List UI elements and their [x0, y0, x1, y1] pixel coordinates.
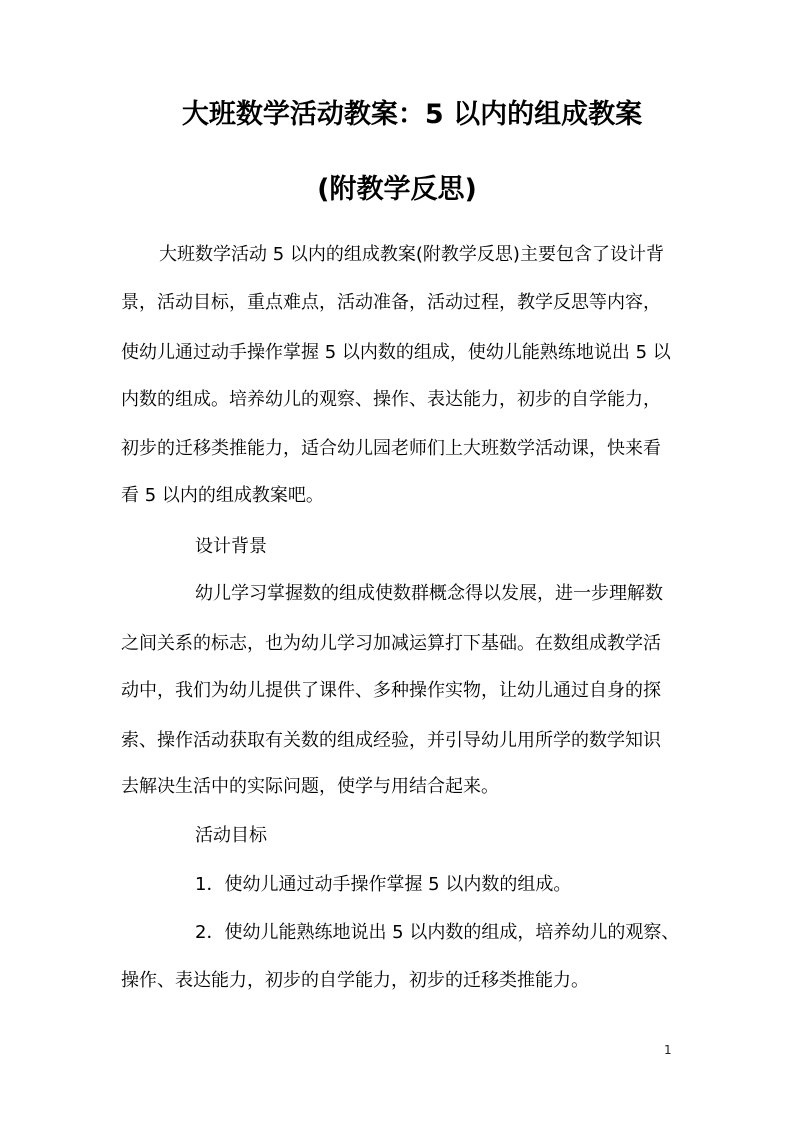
background-line-1: 幼儿学习掌握数的组成使数群概念得以发展，进一步理解数 [195, 583, 663, 604]
intro-line-4: 内数的组成。培养幼儿的观察、操作、表达能力，初步的自学能力， [121, 389, 661, 410]
background-line-3: 动中，我们为幼儿提供了课件、多种操作实物，让幼儿通过自身的探 [121, 680, 661, 701]
intro-line-1: 大班数学活动 5 以内的组成教案(附教学反思)主要包含了设计背 [159, 244, 664, 265]
background-line-2: 之间关系的标志，也为幼儿学习加减运算打下基础。在数组成教学活 [121, 633, 661, 654]
section-heading-background: 设计背景 [195, 536, 267, 557]
document-title-line-2: (附教学反思) [317, 174, 477, 205]
section-heading-goals: 活动目标 [195, 825, 267, 846]
background-line-4: 索、操作活动获取有关数的组成经验，并引导幼儿用所学的数学知识 [121, 730, 661, 751]
goal-item-2-line-1: 2．使幼儿能熟练地说出 5 以内数的组成，培养幼儿的观察、 [195, 922, 680, 943]
intro-line-3: 使幼儿通过动手操作掌握 5 以内数的组成，使幼儿能熟练地说出 5 以 [121, 342, 671, 363]
intro-line-5: 初步的迁移类推能力，适合幼儿园老师们上大班数学活动课，快来看 [121, 438, 661, 459]
intro-line-2: 景，活动目标，重点难点，活动准备，活动过程，教学反思等内容， [121, 292, 661, 313]
goal-item-2-line-2: 操作、表达能力，初步的自学能力，初步的迁移类推能力。 [121, 970, 589, 991]
page-number: 1 [664, 1043, 672, 1057]
document-title-line-1: 大班数学活动教案：5 以内的组成教案 [181, 99, 643, 130]
background-line-5: 去解决生活中的实际问题，使学与用结合起来。 [121, 776, 499, 797]
intro-line-6: 看 5 以内的组成教案吧。 [121, 485, 324, 506]
goal-item-1: 1．使幼儿通过动手操作掌握 5 以内数的组成。 [195, 874, 572, 895]
